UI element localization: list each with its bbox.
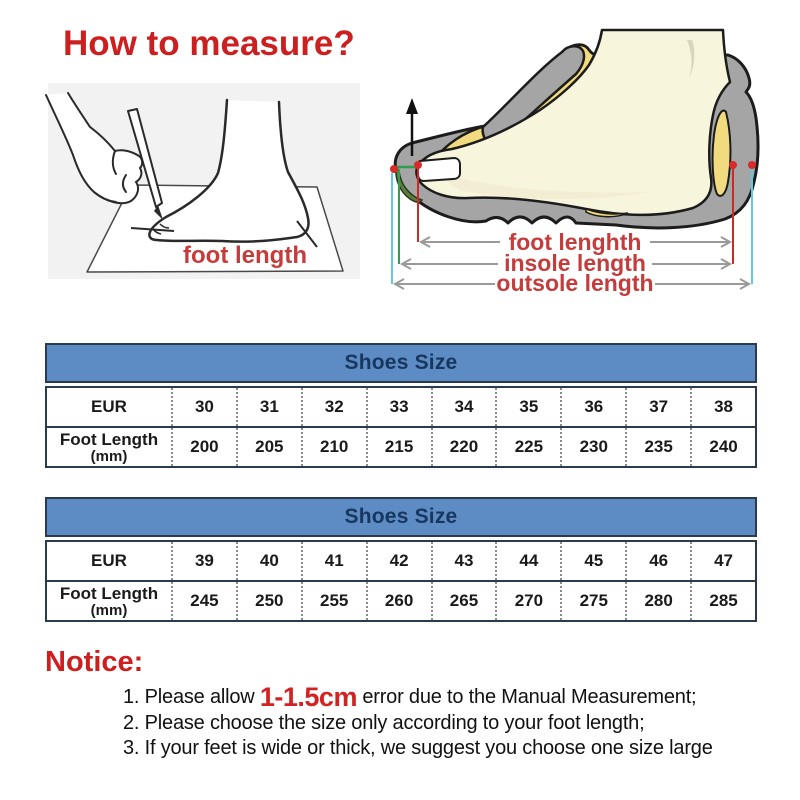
size-cell: 255 (301, 582, 366, 620)
row-label-unit: (mm) (90, 447, 128, 465)
notice-item-3: 3. If your feet is wide or thick, we suggest you choose one size large (123, 737, 713, 759)
size-cell: 245 (171, 582, 236, 620)
notice-item-2: 2. Please choose the size only according to your foot length; (123, 712, 645, 734)
table-body (45, 386, 757, 468)
foot-measuring-illustration (30, 75, 400, 305)
notice-item-1-text: 1. Please allow (123, 686, 260, 708)
size-cell: 38 (690, 388, 755, 426)
heel-lining (713, 111, 731, 196)
table-row (47, 542, 755, 580)
table-row (47, 580, 755, 620)
size-cell: 42 (366, 542, 431, 580)
row-label (47, 388, 171, 426)
row-label-text: Foot Length (59, 583, 159, 603)
notice-items (123, 684, 765, 761)
table-header: Shoes Size (45, 497, 757, 537)
size-cell: 33 (366, 388, 431, 426)
size-cell: 40 (236, 542, 301, 580)
notice-item-1-highlight: 1-1.5cm (259, 682, 357, 712)
size-cell: 230 (560, 428, 625, 466)
row-label (47, 582, 171, 620)
size-cell: 235 (625, 428, 690, 466)
size-cell: 44 (495, 542, 560, 580)
row-label-text: EUR (91, 551, 127, 570)
size-cell: 31 (236, 388, 301, 426)
size-cell: 275 (560, 582, 625, 620)
size-cell: 285 (690, 582, 755, 620)
size-cell: 37 (625, 388, 690, 426)
size-cell: 210 (301, 428, 366, 466)
notice-item-1-text-end: error due to the Manual Measurement; (356, 686, 697, 708)
size-cell: 250 (236, 582, 301, 620)
size-cell: 45 (560, 542, 625, 580)
size-cell: 265 (431, 582, 496, 620)
size-cell: 220 (431, 428, 496, 466)
page-title: How to measure? (63, 24, 355, 63)
size-cell: 225 (495, 428, 560, 466)
row-label-text: Foot Length (59, 429, 159, 449)
foot-length-dim-label: foot lenghth (508, 229, 642, 255)
notice-section (45, 646, 765, 761)
size-cell: 270 (495, 582, 560, 620)
size-cell: 30 (171, 388, 236, 426)
size-cell: 34 (431, 388, 496, 426)
size-cell: 32 (301, 388, 366, 426)
row-label (47, 542, 171, 580)
size-table-eur-39-47 (45, 497, 757, 622)
row-label (47, 428, 171, 466)
shoe-cross-section-diagram (390, 0, 800, 300)
row-label-unit: (mm) (90, 601, 128, 619)
size-cell: 260 (366, 582, 431, 620)
size-cell: 240 (690, 428, 755, 466)
size-cell: 36 (560, 388, 625, 426)
size-cell: 280 (625, 582, 690, 620)
size-cell: 47 (690, 542, 755, 580)
row-label-text: EUR (91, 397, 127, 416)
size-cell: 46 (625, 542, 690, 580)
size-cell: 39 (171, 542, 236, 580)
measure-dot (390, 165, 398, 173)
size-cell: 205 (236, 428, 301, 466)
measure-dot (729, 161, 737, 169)
foot-length-label: foot length (183, 242, 307, 269)
size-cell: 41 (301, 542, 366, 580)
measure-dot (414, 161, 422, 169)
size-cell: 43 (431, 542, 496, 580)
insole-length-dim-label: insole length (504, 250, 646, 276)
size-cell: 35 (495, 388, 560, 426)
table-body (45, 540, 757, 622)
size-table-eur-30-38 (45, 343, 757, 468)
size-cell: 200 (171, 428, 236, 466)
measure-dot (748, 161, 756, 169)
toe-tab (418, 158, 460, 181)
size-cell: 215 (366, 428, 431, 466)
notice-heading: Notice: (45, 646, 144, 678)
up-arrow-head (406, 98, 418, 114)
outsole-length-dim-label: outsole length (496, 270, 654, 296)
table-row (47, 388, 755, 426)
table-row (47, 426, 755, 466)
table-header: Shoes Size (45, 343, 757, 383)
notice-item-1 (123, 684, 765, 711)
